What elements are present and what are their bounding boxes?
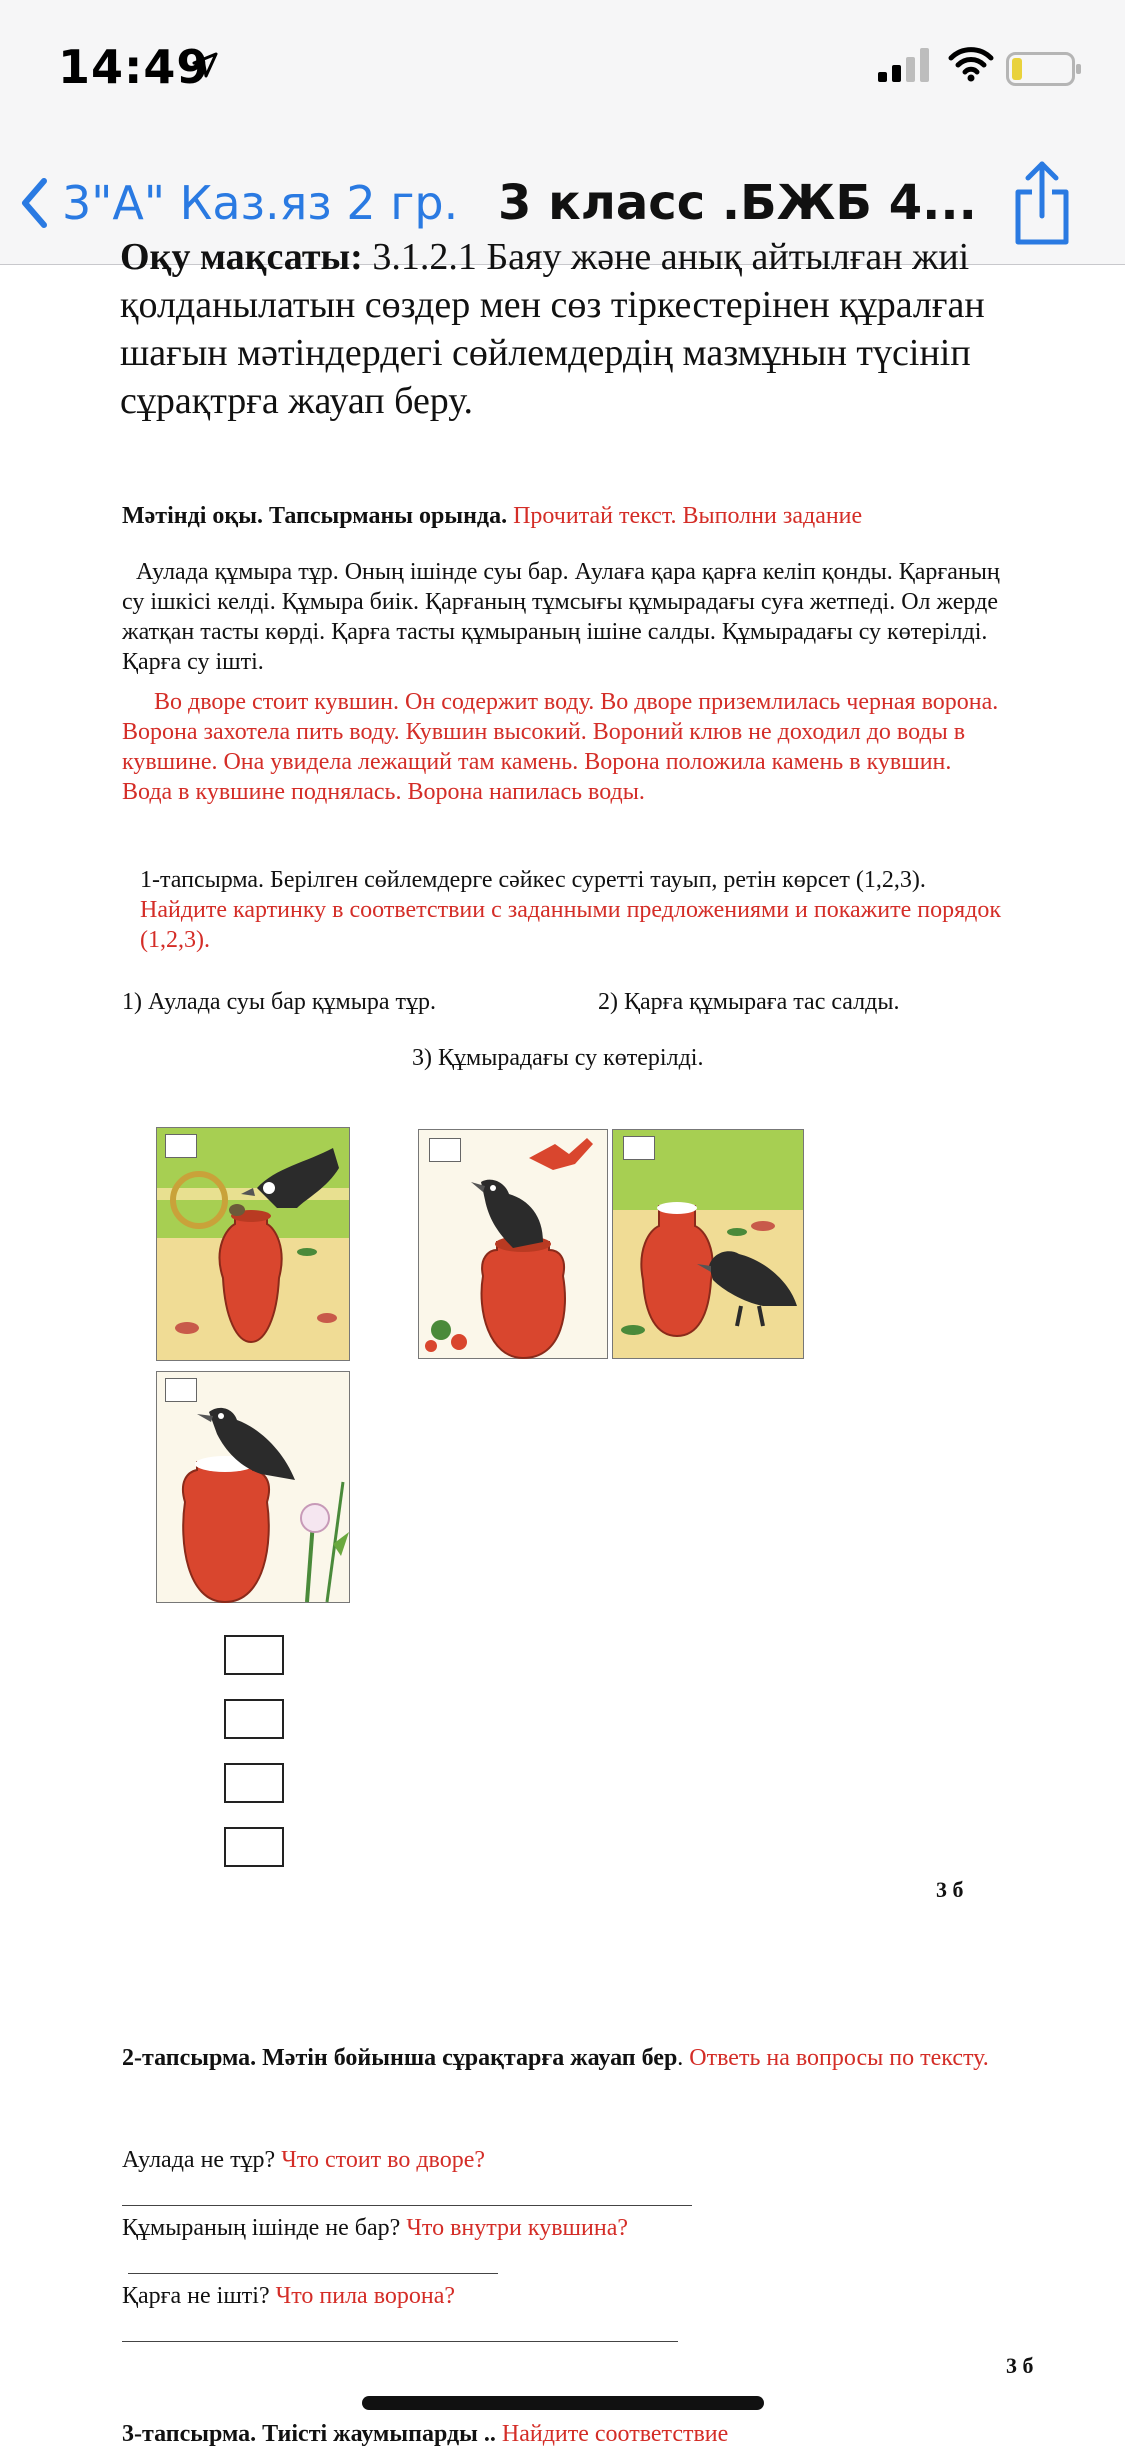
question-1-ru: Что стоит во дворе? [275,2147,485,2173]
sentence-1: 1) Аулада суы бар құмыра тұр. [122,989,437,1015]
answer-box-1[interactable] [224,1635,284,1675]
document-title: 3 класс .БЖБ 4... [498,175,977,231]
document-viewer[interactable] [0,236,1125,2447]
home-indicator[interactable] [362,2396,764,2410]
picture-4-checkbox[interactable] [165,1378,197,1402]
sentence-2: 2) Қарға құмыраға тас салды. [598,989,900,1015]
instruction-kz: Мәтінді оқы. Тапсырманы орында. [122,503,508,529]
answer-box-2[interactable] [224,1699,284,1739]
question-1 [122,2145,1002,2175]
task1-score: 3 б [936,1877,964,1902]
task2-kz: 2-тапсырма. Мәтін бойынша сұрақтарға жауап бер [122,2045,678,2071]
objective-label: Оқу мақсаты: [120,236,363,278]
objective-line-4: сұрақтрға жауап беру. [120,380,474,422]
task3-kz: 3-тапсырма. Тиісті жаумыпарды .. [122,2421,496,2447]
instruction-ru: Прочитай текст. Выполни задание [507,503,863,529]
picture-2-checkbox[interactable] [429,1138,461,1162]
answer-line-1[interactable] [122,2205,692,2206]
question-2 [122,2213,1002,2243]
clock: 14:49 [58,40,210,94]
task2-heading [122,2043,1022,2073]
chevron-left-icon [20,177,48,229]
picture-1-checkbox[interactable] [165,1134,197,1158]
task1-kz: 1-тапсырма. Берілген сөйлемдерге сәйкес суретті тауып, ретін көрсет (1,2,3). [140,867,926,893]
location-arrow-icon [190,50,220,80]
task2-ru: Ответь на вопросы по тексту. [683,2045,989,2071]
back-button-label: 3"А" Каз.яз 2 гр. [62,176,459,230]
picture-3-checkbox[interactable] [623,1136,655,1160]
task2-dot: . [677,2045,684,2071]
objective-line-2: қолданылатын сөздер мен сөз тіркестерінен құралған [120,284,985,326]
answer-line-2[interactable] [128,2273,498,2274]
picture-crow-drinking[interactable] [418,1129,608,1359]
crow-drinking-illustration [419,1130,607,1358]
question-3 [122,2281,1002,2311]
picture-crow-with-stone[interactable] [156,1127,350,1361]
status-bar [0,0,1125,140]
question-3-ru: Что пила ворона? [269,2283,456,2309]
text-ru: Во дворе стоит кувшин. Он содержит воду. Во дворе приземлилась черная ворона. Ворона захотела пить воду. Кувшин высокий. Вороний клюв не доходил до воды в кувшине. Она увидела лежащий там камень. Ворона положила камень в кувшин. Вода в кувшине поднялась. Ворона напилась воды. [122,689,999,805]
task1-ru: Найдите картинку в соответствии с заданными предложениями и покажите порядок (1,2,3). [140,897,1001,953]
crow-on-jug-illustration [157,1372,349,1602]
task3-heading [122,2419,1022,2449]
cellular-signal-icon [878,48,932,82]
question-1-kz: Аулада не тұр? [122,2147,276,2173]
question-3-kz: Қарға не ішті? [122,2283,270,2309]
sentence-3: 3) Құмырадағы су көтерілді. [412,1045,704,1071]
question-2-kz: Құмыраның ішінде не бар? [122,2215,401,2241]
question-2-ru: Что внутри кувшина? [400,2215,629,2241]
battery-icon [1006,52,1082,86]
instruction [122,501,1002,531]
answer-line-3[interactable] [122,2341,678,2342]
wifi-icon [948,46,994,82]
task2-score: 3 б [1006,2353,1034,2378]
answer-box-3[interactable] [224,1763,284,1803]
picture-crow-on-jug[interactable] [156,1371,350,1603]
objective-line-3: шағын мәтіндердегі сөйлемдердің мазмұнын түсініп [120,332,971,374]
objective-code: 3.1.2.1 Баяу және анық айтылған жиі [362,236,970,278]
answer-box-4[interactable] [224,1827,284,1867]
learning-objective [120,233,1080,425]
back-button[interactable] [20,168,458,238]
crow-with-stone-illustration [157,1128,349,1360]
task3-ru: Найдите соответствие [495,2421,729,2447]
text-kz: Аулада құмыра тұр. Оның ішінде суы бар. Аулаға қара қарға келіп қонды. Қарғаның су ішкісі келді. Құмыра биік. Қарғаның тұмсығы құмырадағы суға жетпеді. Ол жерде жатқан тасты көрді. Қарға тасты құмыраның ішіне салды. Құмырадағы су көтерілді. Қарға су ішті. [122,559,1000,675]
crow-beside-jug-illustration [613,1130,803,1358]
picture-crow-beside-jug[interactable] [612,1129,804,1359]
